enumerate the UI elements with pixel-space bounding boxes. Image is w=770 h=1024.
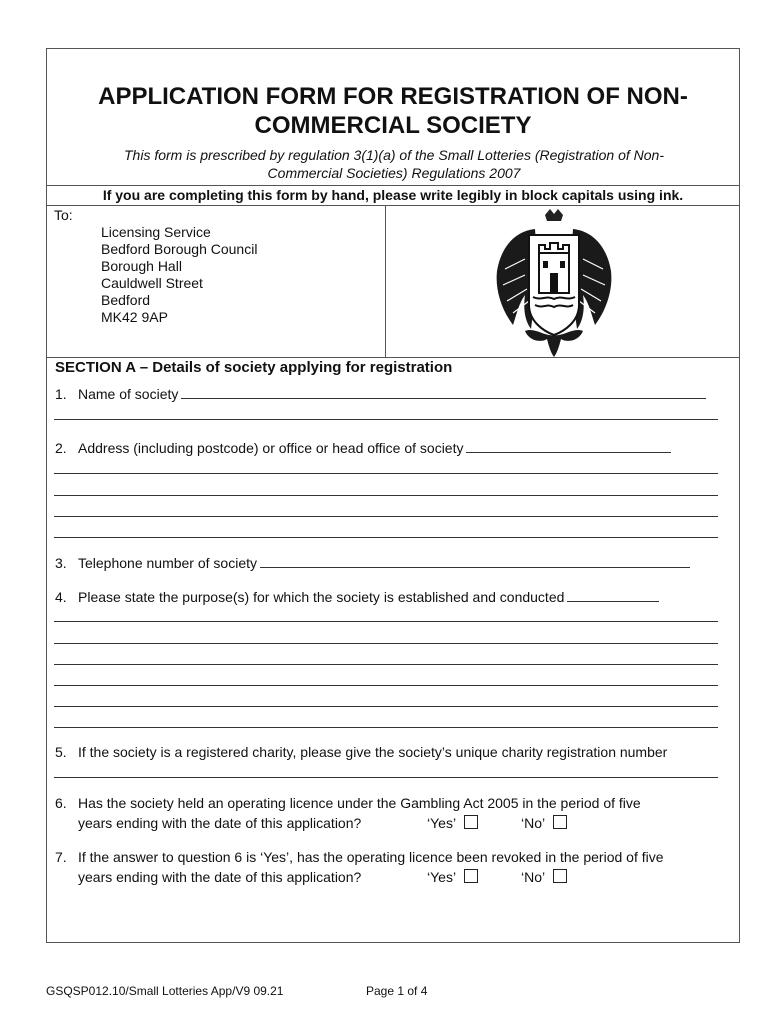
- q6-no-option[interactable]: [521, 815, 567, 831]
- question-text: Address (including postcode) or office or head office of society: [78, 440, 464, 456]
- question-5: [55, 744, 667, 760]
- question-text: Please state the purpose(s) for which the society is established and conducted: [78, 589, 565, 605]
- yes-label: ‘Yes’: [427, 869, 457, 885]
- answer-line[interactable]: [54, 419, 718, 420]
- answer-line[interactable]: [54, 706, 718, 707]
- q7-no-option[interactable]: [521, 869, 567, 885]
- question-7: [55, 849, 664, 865]
- answer-line[interactable]: [54, 537, 718, 538]
- question-number: 6.: [55, 795, 67, 811]
- coat-of-arms-icon: [495, 209, 613, 357]
- question-7-line-2: years ending with the date of this application?: [78, 869, 362, 885]
- answer-line[interactable]: [54, 473, 718, 474]
- yes-checkbox[interactable]: [464, 815, 478, 829]
- answer-line[interactable]: [54, 685, 718, 686]
- answer-line[interactable]: [54, 777, 718, 778]
- address-line: Bedford: [101, 292, 151, 308]
- divider: [385, 205, 386, 357]
- footer-page-number: Page 1 of 4: [366, 984, 428, 998]
- form-subtitle: [87, 146, 701, 182]
- question-text: Name of society: [78, 386, 179, 402]
- answer-field[interactable]: [466, 440, 671, 453]
- form-title: [47, 82, 739, 140]
- answer-line[interactable]: [54, 664, 718, 665]
- question-text: Has the society held an operating licence under the Gambling Act 2005 in the period of five: [78, 795, 641, 811]
- subtitle-line-2: Commercial Societies) Regulations 2007: [267, 165, 521, 181]
- to-label: To:: [54, 207, 73, 223]
- question-3: [55, 555, 690, 571]
- section-a-heading: SECTION A – Details of society applying for registration: [55, 359, 453, 376]
- question-text: If the society is a registered charity, please give the society’s unique charity registration number: [78, 744, 668, 760]
- subtitle-line-1: This form is prescribed by regulation 3(1)(a) of the Small Lotteries (Registration of Non-: [124, 147, 664, 163]
- no-label: ‘No’: [521, 869, 546, 885]
- answer-line[interactable]: [54, 516, 718, 517]
- question-text: Telephone number of society: [78, 555, 257, 571]
- answer-field[interactable]: [260, 555, 690, 568]
- question-number: 5.: [55, 744, 67, 760]
- question-1: [55, 386, 706, 402]
- yes-label: ‘Yes’: [427, 815, 457, 831]
- title-line-2: COMMERCIAL SOCIETY: [254, 112, 532, 139]
- divider: [47, 185, 739, 186]
- question-number: 4.: [55, 589, 67, 605]
- q6-yes-option[interactable]: [427, 815, 478, 831]
- form-frame: [46, 48, 740, 943]
- answer-line[interactable]: [54, 495, 718, 496]
- question-number: 3.: [55, 555, 67, 571]
- q7-yes-option[interactable]: [427, 869, 478, 885]
- answer-field[interactable]: [181, 386, 706, 399]
- answer-line[interactable]: [54, 621, 718, 622]
- answer-line[interactable]: [54, 643, 718, 644]
- footer-reference: GSQSP012.10/Small Lotteries App/V9 09.21: [46, 984, 284, 998]
- no-label: ‘No’: [521, 815, 546, 831]
- answer-field[interactable]: [567, 589, 659, 602]
- address-line: MK42 9AP: [101, 309, 168, 325]
- answer-line[interactable]: [54, 727, 718, 728]
- address-block: [101, 224, 257, 326]
- no-checkbox[interactable]: [553, 869, 567, 883]
- address-line: Cauldwell Street: [101, 275, 203, 291]
- question-4: [55, 589, 659, 605]
- title-line-1: APPLICATION FORM FOR REGISTRATION OF NON-: [98, 83, 688, 110]
- divider: [47, 357, 739, 358]
- question-2: [55, 440, 671, 456]
- question-number: 1.: [55, 386, 67, 402]
- divider: [47, 205, 739, 206]
- question-number: 7.: [55, 849, 67, 865]
- yes-checkbox[interactable]: [464, 869, 478, 883]
- question-6-line-2: years ending with the date of this application?: [78, 815, 362, 831]
- block-capitals-notice: If you are completing this form by hand, please write legibly in block capitals using ink.: [102, 187, 684, 203]
- address-line: Bedford Borough Council: [101, 241, 258, 257]
- question-text: If the answer to question 6 is ‘Yes’, has the operating licence been revoked in the period of five: [78, 849, 664, 865]
- address-line: Borough Hall: [101, 258, 182, 274]
- address-line: Licensing Service: [101, 224, 211, 240]
- question-6: [55, 795, 641, 811]
- no-checkbox[interactable]: [553, 815, 567, 829]
- question-number: 2.: [55, 440, 67, 456]
